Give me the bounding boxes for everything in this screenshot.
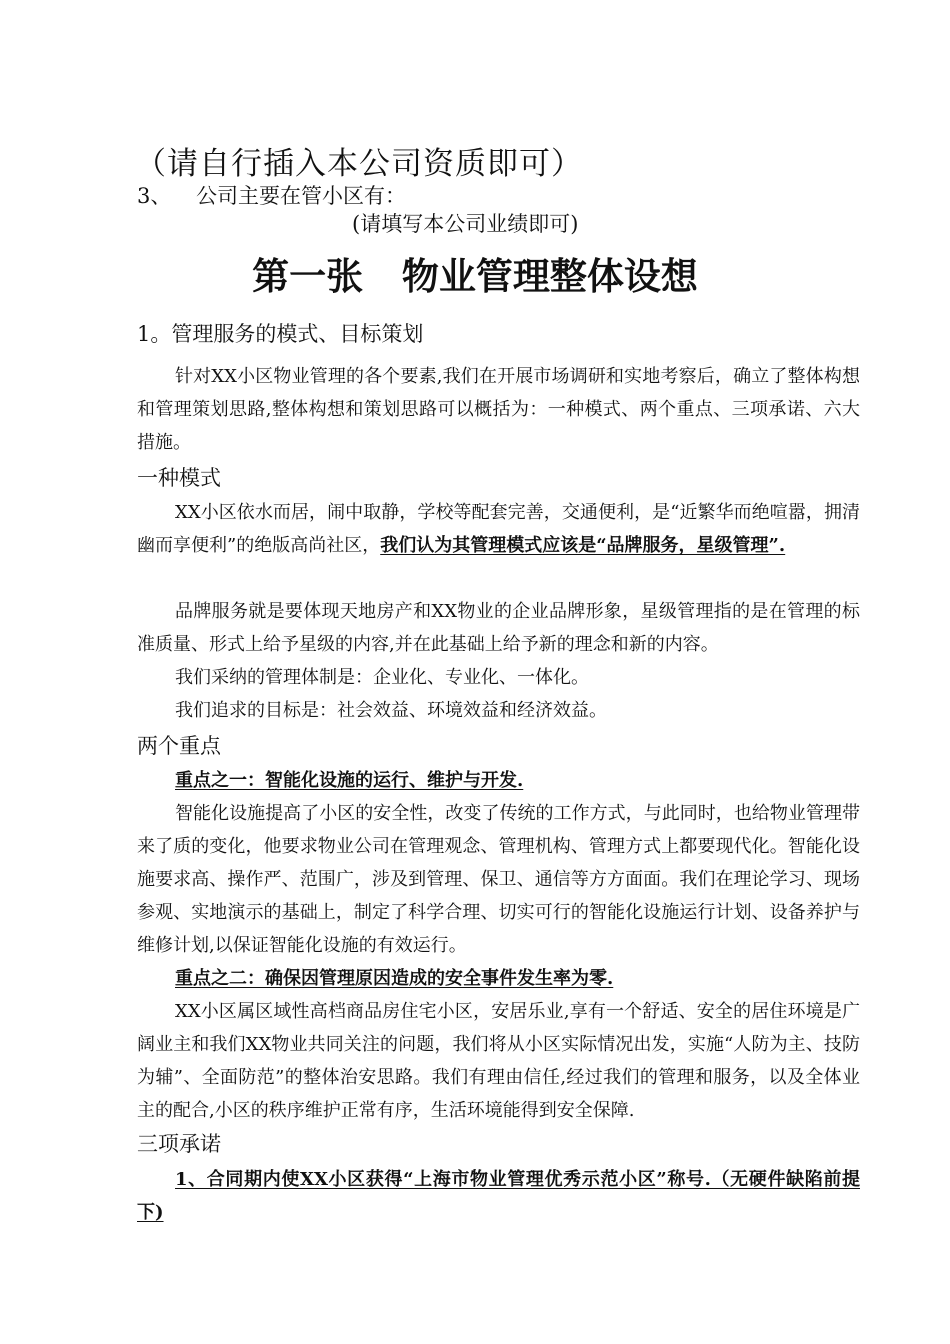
focus-point2-body: XX小区属区域性高档商品房住宅小区，安居乐业,享有一个舒适、安全的居住环境是广阔业主和我们XX物业共同关注的问题，我们将从小区实际情况出发，实施“人防为主、技防为辅”、全面防范”的整体治安思路。我们有理由信任,经过我们的管理和服务，以及全体业主的配合,小区的秩序维护正常有序，生活环境能得到安全保障. [137, 1001, 860, 1121]
focus-point1-title: 重点之一：智能化设施的运行、维护与开发. [175, 770, 524, 791]
mode-paragraph-text: XX小区依水而居，闹中取静，学校等配套完善，交通便利，是“近繁华而绝喧嚣，拥清幽而享便利”的绝版高尚社区， [137, 502, 860, 556]
focus-heading: 两个重点 [137, 734, 221, 758]
promise-item-1: 1、合同期内使XX小区获得“上海市物业管理优秀示范小区”称号.（无硬件缺陷前提下) [137, 1169, 860, 1223]
mode-paragraph [137, 496, 860, 562]
mode-emphasis: 我们认为其管理模式应该是“品牌服务，星级管理”. [380, 535, 786, 556]
item-number: 3、 [137, 184, 172, 208]
chapter-title: 第一张 物业管理整体设想 [252, 255, 698, 298]
qualification-note: （请自行插入本公司资质即可） [135, 146, 583, 182]
focus-point1-body: 智能化设施提高了小区的安全性，改变了传统的工作方式，与此同时，也给物业管理带来了质的变化，他要求物业公司在管理观念、管理机构、管理方式上都要现代化。智能化设施要求高、操作严、范围广，涉及到管理、保卫、通信等方方面面。我们在理论学习、现场参观、实地演示的基础上，制定了科学合理、切实可行的智能化设施运行计划、设备养护与维修计划,以保证智能化设施的有效运行。 [137, 803, 860, 956]
promises-heading: 三项承诺 [137, 1132, 221, 1156]
focus-point2-title: 重点之二：确保因管理原因造成的安全事件发生率为零. [175, 968, 614, 989]
intro-paragraph: 针对XX小区物业管理的各个要素,我们在开展市场调研和实地考察后，确立了整体构想和管理策划思路,整体构想和策划思路可以概括为：一种模式、两个重点、三项承诺、六大措施。 [137, 366, 860, 453]
mode-heading: 一种模式 [137, 466, 221, 490]
system-paragraph: 我们采纳的管理体制是：企业化、专业化、一体化。 [175, 667, 589, 688]
brand-paragraph: 品牌服务就是要体现天地房产和XX物业的企业品牌形象，星级管理指的是在管理的标准质量、形式上给予星级的内容,并在此基础上给予新的理念和新的内容。 [137, 601, 860, 655]
goal-paragraph: 我们追求的目标是：社会效益、环境效益和经济效益。 [175, 700, 607, 721]
item-text: 公司主要在管小区有： [196, 184, 406, 208]
performance-note: (请填写本公司业绩即可) [352, 212, 579, 236]
section-heading: 1。管理服务的模式、目标策划 [137, 322, 424, 346]
